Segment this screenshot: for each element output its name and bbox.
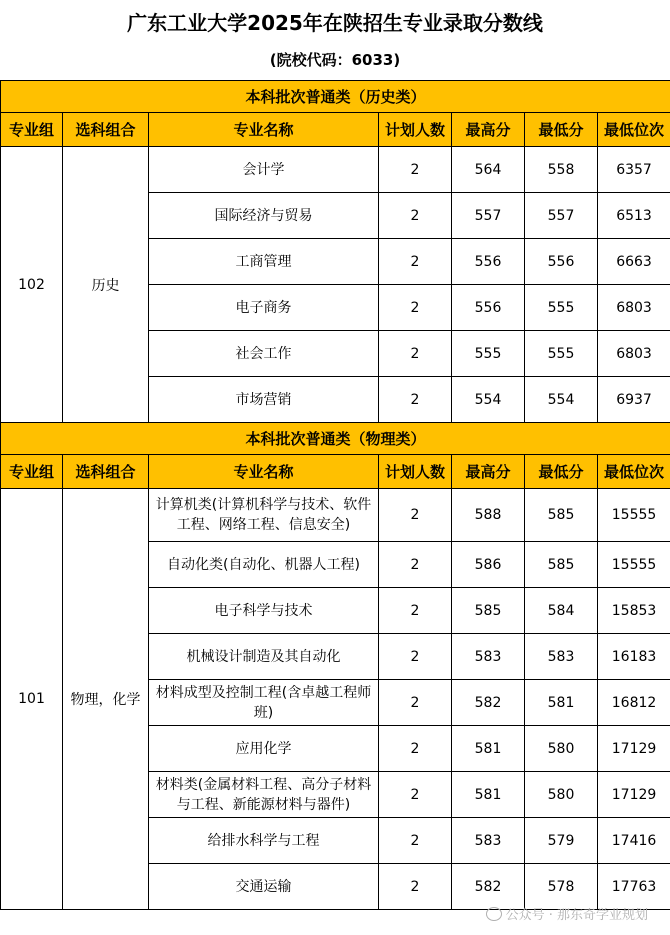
table-row (1, 489, 670, 542)
plan-count: 2 (379, 285, 452, 331)
plan-count: 2 (379, 864, 452, 910)
column-header: 最高分 (452, 113, 525, 147)
major-name: 国际经济与贸易 (149, 193, 379, 239)
major-name: 交通运输 (149, 864, 379, 910)
major-name: 自动化类(自动化、机器人工程) (149, 542, 379, 588)
admission-score-table (0, 80, 670, 910)
column-header: 专业名称 (149, 113, 379, 147)
min-rank: 6803 (598, 285, 670, 331)
min-score: 585 (525, 489, 598, 542)
max-score: 585 (452, 588, 525, 634)
major-name: 市场营销 (149, 377, 379, 423)
plan-count: 2 (379, 542, 452, 588)
max-score: 554 (452, 377, 525, 423)
min-score: 554 (525, 377, 598, 423)
table-row (1, 147, 670, 193)
plan-count: 2 (379, 634, 452, 680)
max-score: 556 (452, 239, 525, 285)
column-header-row (1, 455, 670, 489)
min-rank: 17416 (598, 818, 670, 864)
column-header: 专业组 (1, 455, 63, 489)
min-score: 579 (525, 818, 598, 864)
min-score: 580 (525, 772, 598, 818)
plan-count: 2 (379, 331, 452, 377)
plan-count: 2 (379, 588, 452, 634)
min-score: 578 (525, 864, 598, 910)
section-title: 本科批次普通类（历史类） (1, 81, 670, 113)
min-rank: 6803 (598, 331, 670, 377)
max-score: 583 (452, 634, 525, 680)
min-score: 584 (525, 588, 598, 634)
plan-count: 2 (379, 680, 452, 726)
major-name: 电子商务 (149, 285, 379, 331)
column-header-row (1, 113, 670, 147)
min-rank: 16183 (598, 634, 670, 680)
column-header: 最低分 (525, 455, 598, 489)
column-header: 专业组 (1, 113, 63, 147)
column-header: 最低位次 (598, 113, 670, 147)
min-score: 558 (525, 147, 598, 193)
min-score: 555 (525, 331, 598, 377)
plan-count: 2 (379, 239, 452, 285)
max-score: 583 (452, 818, 525, 864)
min-rank: 6663 (598, 239, 670, 285)
plan-count: 2 (379, 193, 452, 239)
column-header: 选科组合 (63, 113, 149, 147)
min-score: 556 (525, 239, 598, 285)
subject-combination: 物理，化学 (63, 489, 149, 910)
min-rank: 17129 (598, 726, 670, 772)
plan-count: 2 (379, 147, 452, 193)
wechat-icon (486, 907, 502, 921)
section-title: 本科批次普通类（物理类） (1, 423, 670, 455)
max-score: 581 (452, 772, 525, 818)
column-header: 计划人数 (379, 455, 452, 489)
group-code: 102 (1, 147, 63, 423)
min-score: 583 (525, 634, 598, 680)
column-header: 最高分 (452, 455, 525, 489)
major-name: 工商管理 (149, 239, 379, 285)
max-score: 588 (452, 489, 525, 542)
column-header: 计划人数 (379, 113, 452, 147)
column-header: 专业名称 (149, 455, 379, 489)
major-name: 给排水科学与工程 (149, 818, 379, 864)
min-score: 555 (525, 285, 598, 331)
footer-text: 公众号 · 那东奇学业规划 (505, 908, 648, 923)
max-score: 555 (452, 331, 525, 377)
major-name: 计算机类(计算机科学与技术、软件工程、网络工程、信息安全) (149, 489, 379, 542)
min-rank: 6937 (598, 377, 670, 423)
min-score: 557 (525, 193, 598, 239)
min-score: 585 (525, 542, 598, 588)
max-score: 556 (452, 285, 525, 331)
min-score: 580 (525, 726, 598, 772)
plan-count: 2 (379, 772, 452, 818)
group-code: 101 (1, 489, 63, 910)
column-header: 最低分 (525, 113, 598, 147)
max-score: 564 (452, 147, 525, 193)
min-rank: 15555 (598, 542, 670, 588)
school-code: (院校代码：6033) (269, 51, 401, 69)
max-score: 581 (452, 726, 525, 772)
max-score: 582 (452, 864, 525, 910)
plan-count: 2 (379, 489, 452, 542)
plan-count: 2 (379, 818, 452, 864)
major-name: 机械设计制造及其自动化 (149, 634, 379, 680)
min-rank: 6357 (598, 147, 670, 193)
min-rank: 17129 (598, 772, 670, 818)
column-header: 选科组合 (63, 455, 149, 489)
major-name: 社会工作 (149, 331, 379, 377)
min-rank: 6513 (598, 193, 670, 239)
max-score: 582 (452, 680, 525, 726)
min-rank: 17763 (598, 864, 670, 910)
column-header: 最低位次 (598, 455, 670, 489)
major-name: 电子科学与技术 (149, 588, 379, 634)
major-name: 会计学 (149, 147, 379, 193)
subject-combination: 历史 (63, 147, 149, 423)
footer-watermark (486, 904, 648, 923)
min-score: 581 (525, 680, 598, 726)
section-header-row (1, 81, 670, 113)
page-title: 广东工业大学2025年在陕招生专业录取分数线 (127, 11, 543, 35)
max-score: 557 (452, 193, 525, 239)
min-rank: 15555 (598, 489, 670, 542)
major-name: 材料成型及控制工程(含卓越工程师班) (149, 680, 379, 726)
min-rank: 15853 (598, 588, 670, 634)
plan-count: 2 (379, 726, 452, 772)
min-rank: 16812 (598, 680, 670, 726)
section-header-row (1, 423, 670, 455)
plan-count: 2 (379, 377, 452, 423)
max-score: 586 (452, 542, 525, 588)
major-name: 应用化学 (149, 726, 379, 772)
major-name: 材料类(金属材料工程、高分子材料与工程、新能源材料与器件) (149, 772, 379, 818)
